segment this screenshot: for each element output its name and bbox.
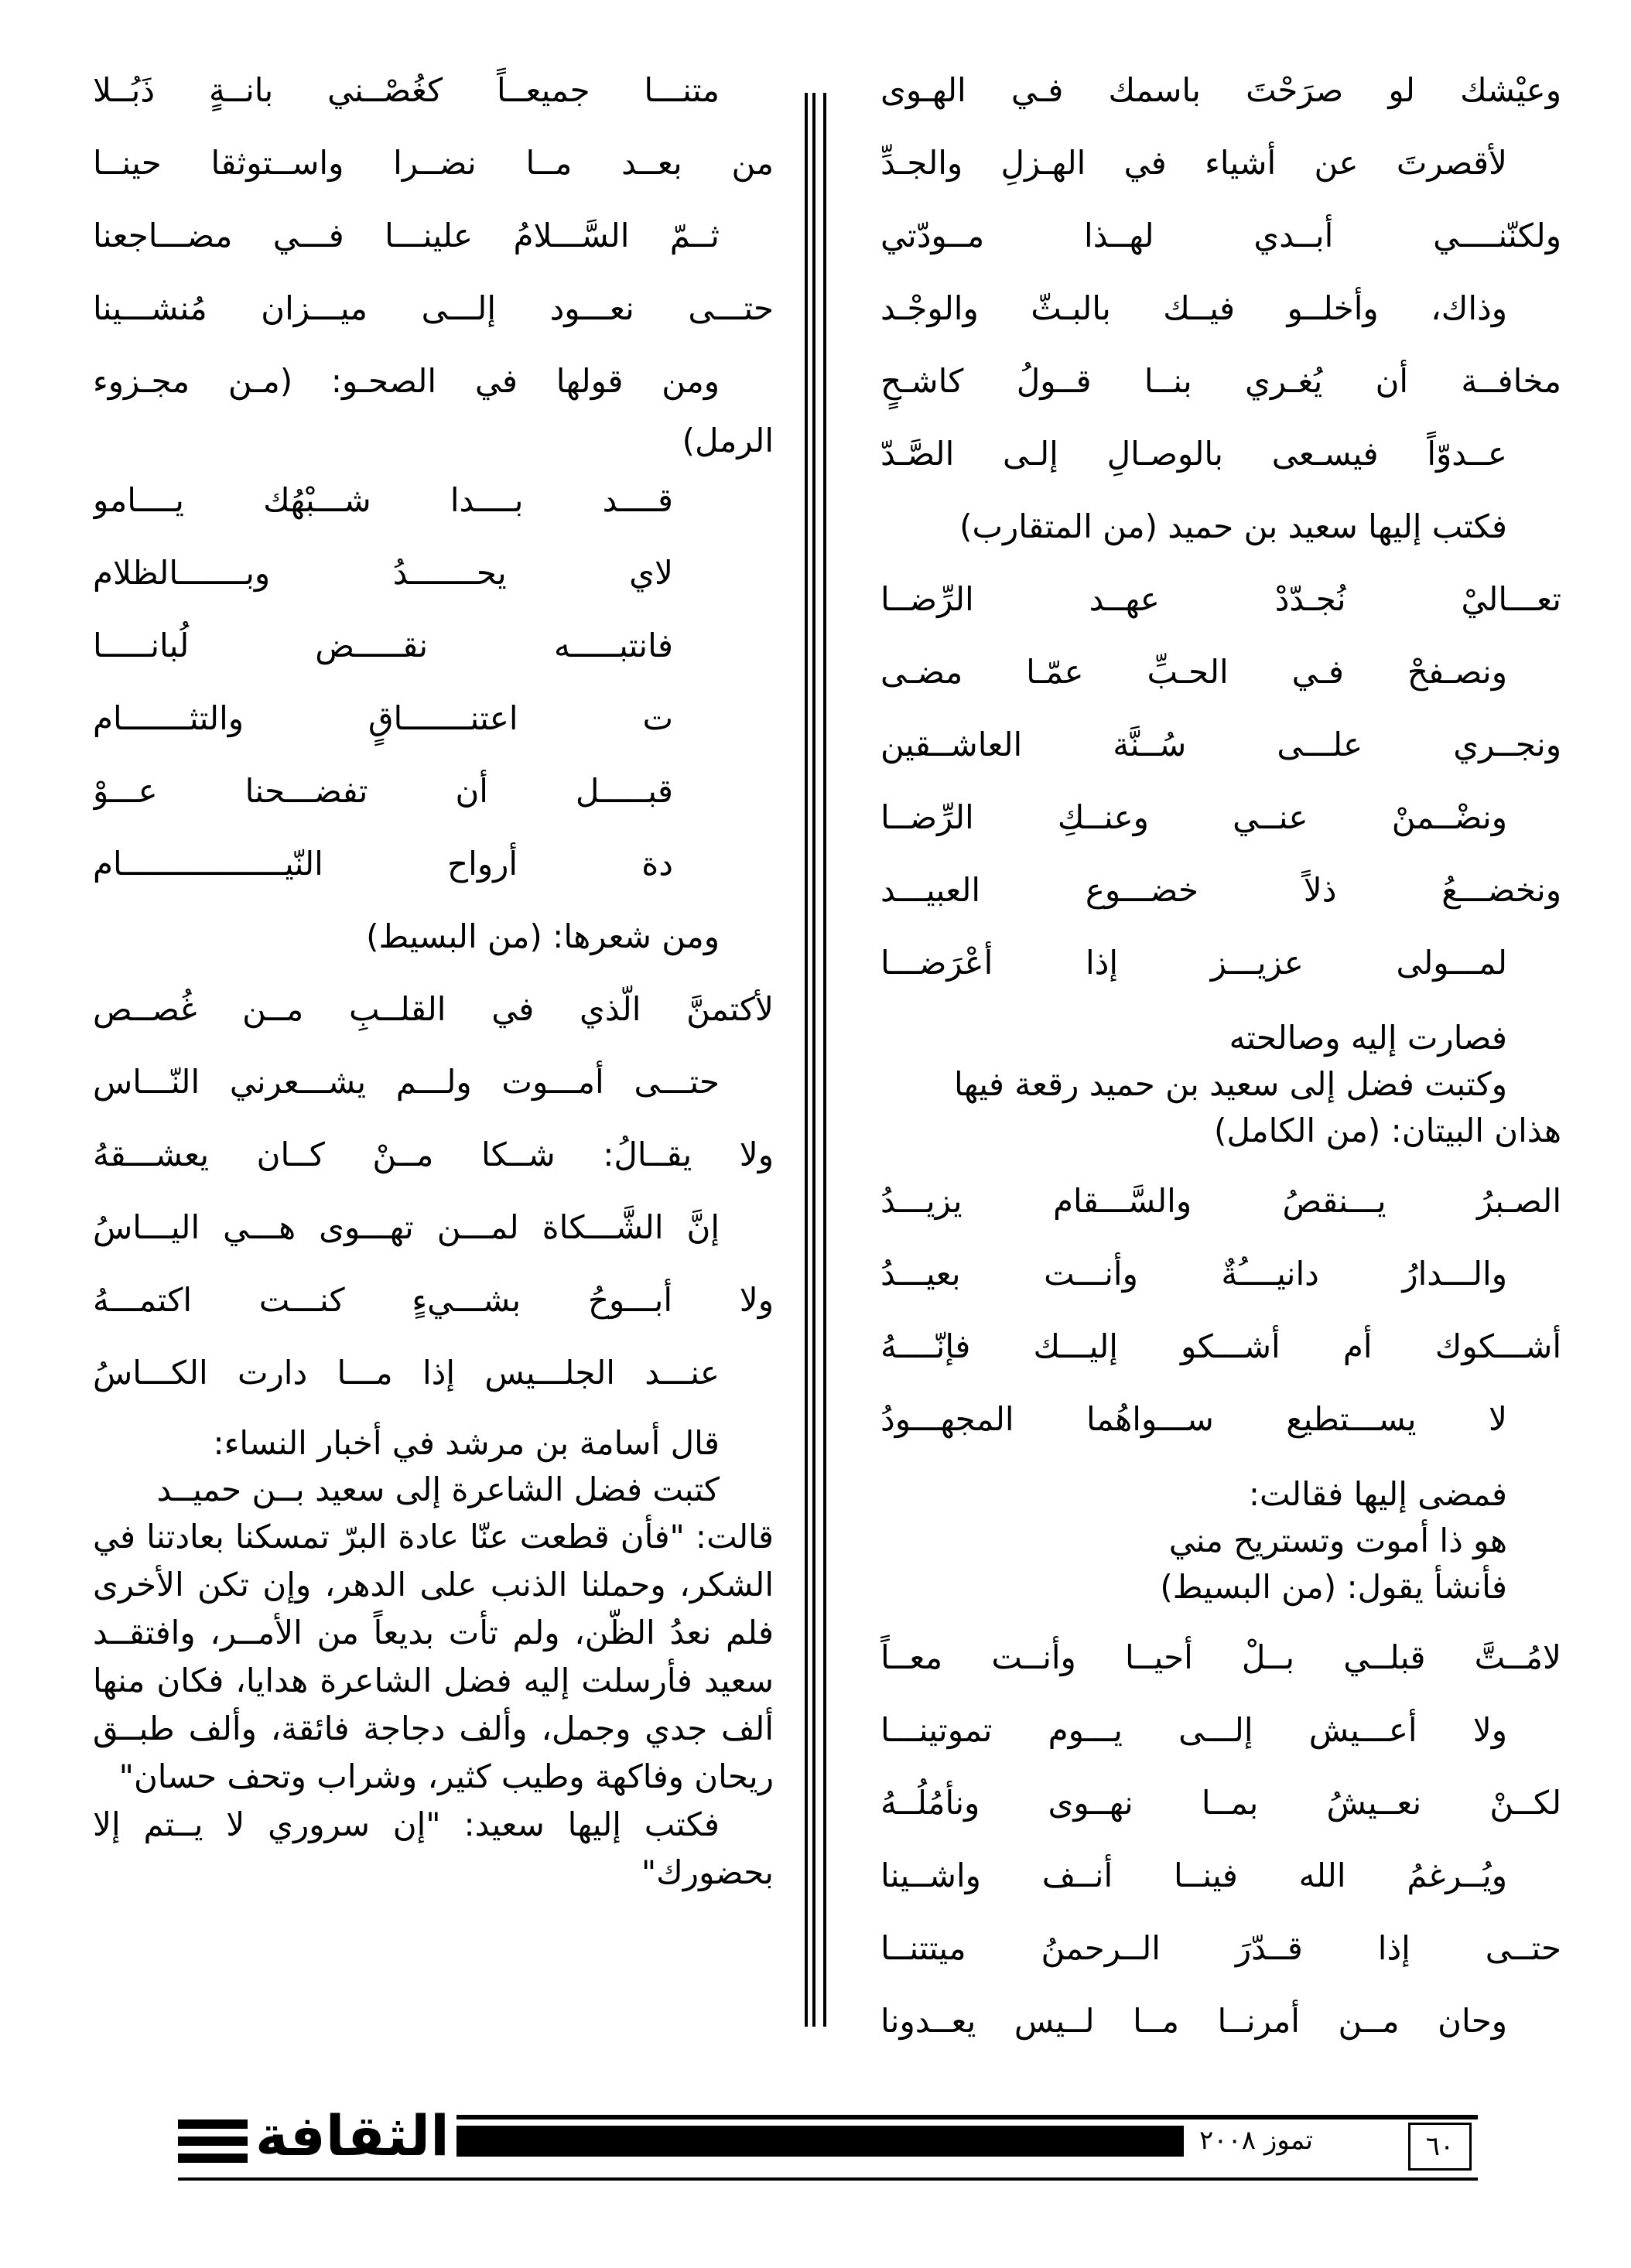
verse-line: لمـــولى عزيـــز إذا أعْرَضـــا xyxy=(880,944,1507,982)
page-footer xyxy=(178,2103,1478,2168)
verse-line: متنـــا جميعــاً كغُصْــني بانــةٍ ذَبُــلا xyxy=(93,71,720,109)
verse-line: ت اعتنـــــــاقٍ والتثـــــــام xyxy=(93,699,673,737)
issue-date: تموز ٢٠٠٨ xyxy=(1199,2125,1313,2156)
verse-line: لأكتمنَّ الّذي في القلــبِ مــن غُصــص xyxy=(93,990,774,1028)
verse-line: تعـــاليْ نُجـدّدْ عهــد الرِّضــا xyxy=(880,580,1561,618)
verse-line: ونجــري علـــى سُــنَّة العاشــقين xyxy=(880,726,1561,763)
verse-line: ونصـفحْ فـي الحـبِّ عمّـا مضـى xyxy=(880,653,1507,691)
verse-line: الصـبرُ يـــنقصُ والسَّـــقام يزيـــدُ xyxy=(880,1182,1561,1220)
verse-line: قــــد بــــدا شـــبْهُك يــــامو xyxy=(93,481,673,519)
verse-line: ونخضـــعُ ذلاً خضـــوع العبيـــد xyxy=(880,871,1561,909)
verse-line: وحان مــن أمرنــا مــا لــيس يعــدونا xyxy=(880,2002,1507,2040)
verse-line: وذاك، وأخلــو فيــك بالبـثّ والوجْـد xyxy=(880,289,1507,327)
verse-line: ولا يقــالُ: شــكا مــنْ كــان يعشـــقهُ xyxy=(93,1136,774,1173)
verse-line: ونضْــمنْ عنــي وعنــكِ الرِّضــا xyxy=(880,798,1507,836)
prose-line: الرمل) xyxy=(682,422,774,459)
verse-line: حتـــى نعـــود إلـــى ميـــزان مُنشـــينا xyxy=(93,289,774,327)
masthead-bars xyxy=(178,2119,248,2166)
footer-rule xyxy=(178,2177,1478,2181)
verse-line: حتــى إذا قــدّرَ الــرحمنُ ميتتنــا xyxy=(880,1929,1561,1967)
prose-line: قال أسامة بن مرشد في أخبار النساء: xyxy=(213,1424,720,1462)
prose-line: كتبت فضل الشاعرة إلى سعيد بــن حميــد xyxy=(156,1470,720,1508)
prose-line: فمضى إليها فقالت: xyxy=(1248,1475,1507,1513)
verse-line: عنـــد الجلـــيس إذا مـــا دارت الكـــاسُ xyxy=(93,1354,720,1392)
verse-line: فانتبـــــه نقـــــض لُبانـــــا xyxy=(93,627,673,664)
prose-line: ومن شعرها: (من البسيط) xyxy=(366,917,720,955)
prose-line: هو ذا أموت وتستريح مني xyxy=(1168,1522,1507,1559)
right-column xyxy=(880,54,1561,2058)
verse-line: لا يســـتطيع ســـواهُما المجهـــودُ xyxy=(880,1400,1507,1438)
verse-line: أشـــكوك أم أشـــكو إليـــك فإنّــــهُ xyxy=(880,1327,1561,1365)
body-paragraph: قالت: "فأن قطعت عنّا عادة البرّ تمسكنا بعادتنا في الشكر، وحملنا الذنب على الدهر، وإن تكن الأخرى فلم نعدُ الظّن، ولم تأت بديعاً من الأمــر، وافتقــد سعيد فأرسلت إليه فضل الشاعرة هدايا، فكان منها ألف جدي وجمل، وألف دجاجة فائقة، وألف طبــق ريحان وفاكهة وطيب كثير، وشراب وتحف حسان" xyxy=(93,1518,774,1795)
verse-line: ثــمّ السَّـــلامُ علينـــا فـــي مضـــاجعنا xyxy=(93,217,720,254)
verse-line: لكــنْ نعــيشُ بمــا نهــوى ونأمُلُــهُ xyxy=(880,1784,1561,1822)
verse-line: لامُــتَّ قبلــي بــلْ أحيــا وأنــت معــاً xyxy=(880,1638,1561,1676)
verse-line: لأقصرتَ عن أشياء في الهـزلِ والجـدِّ xyxy=(880,144,1507,182)
verse-line: عــدوّاً فيسـعى بالوصـالِ إلـى الصَّـدّ xyxy=(880,435,1507,473)
verse-line: من بعــد مــا نضــرا واســتوثقا حينــا xyxy=(93,144,774,182)
verse-line: وعيْشك لو صرَحْتَ باسمك فـي الهـوى xyxy=(880,71,1561,109)
prose-line: فأنشأ يقول: (من البسيط) xyxy=(1160,1568,1507,1606)
masthead-rule xyxy=(456,2115,1478,2119)
verse-line: قبـــــل أن تفضـــحنا عـــوْ xyxy=(93,772,673,810)
column-divider xyxy=(805,93,826,2027)
prose-line: وكتبت فضل إلى سعيد بن حميد رقعة فيها xyxy=(954,1065,1507,1103)
verse-line: مخافــة أن يُغـري بنــا قــولُ كاشـحٍ xyxy=(880,362,1561,400)
prose-line: هذان البيتان: (من الكامل) xyxy=(1213,1112,1561,1149)
verse-line: إنَّ الشَّـــكاة لمـــن تهـــوى هـــي اليـــاسُ xyxy=(93,1208,720,1246)
verse-line: حتـــى أمـــوت ولـــم يشـــعرني النّـــاس xyxy=(93,1063,720,1101)
prose-line: فكتب إليها سعيد بن حميد (من المتقارب) xyxy=(959,507,1507,545)
prose-line: فصارت إليه وصالحته xyxy=(1229,1019,1507,1057)
verse-line: دة أرواح النّيـــــــــــــــــام xyxy=(93,845,673,883)
body-paragraph: فكتب إليها سعيد: "إن سروري لا يــتم إلا بحضورك" xyxy=(93,1805,774,1891)
page-number: ٦٠ xyxy=(1408,2123,1472,2171)
verse-line: لاي يحـــــــدُ وبـــــــالظلام xyxy=(93,554,673,592)
verse-line: والـــدارُ دانيــــُةٌ وأنـــت بعيـــدُ xyxy=(880,1255,1507,1293)
verse-line: ولا أبـــوحُ بشـــيءٍ كنـــت اكتمـــهُ xyxy=(93,1281,774,1319)
verse-line: ولكنّنــــي أبــدي لهــذا مــودّتي xyxy=(880,217,1561,254)
verse-line: ومن قولها في الصحـو: (مـن مجـزوء xyxy=(93,362,720,400)
magazine-logo: الثقافة xyxy=(255,2103,450,2168)
verse-line: ولا أعـــيش إلـــى يـــوم تموتينـــا xyxy=(880,1711,1507,1749)
left-column xyxy=(93,54,774,1897)
verse-line: ويُــرغمُ الله فينــا أنــف واشــينا xyxy=(880,1856,1507,1894)
masthead-bar xyxy=(456,2126,1184,2157)
